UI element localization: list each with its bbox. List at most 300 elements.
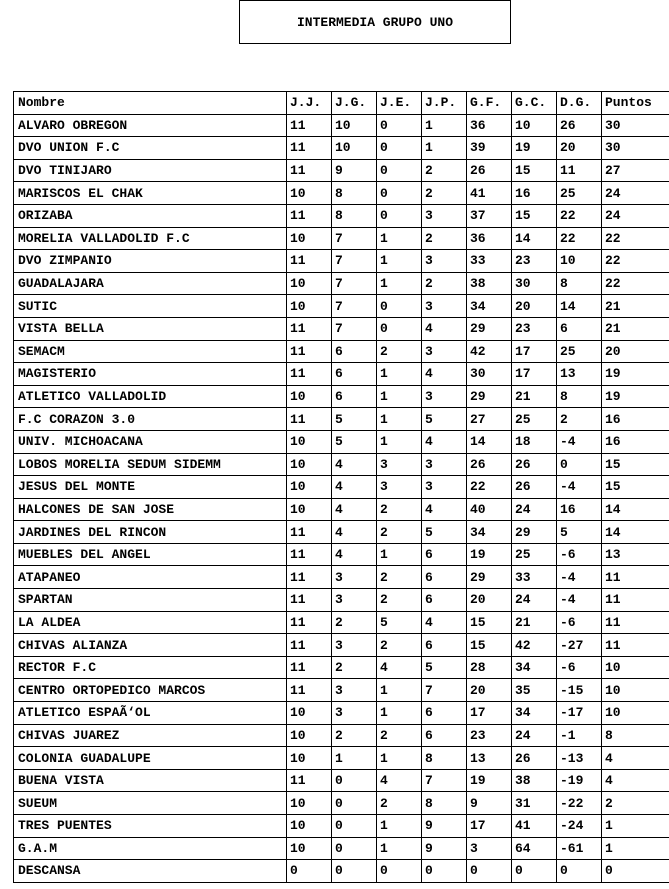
- cell-je: 1: [377, 408, 422, 431]
- cell-jj: 10: [287, 724, 332, 747]
- cell-gf: 17: [467, 702, 512, 725]
- cell-points: 14: [602, 498, 669, 521]
- cell-dg: 25: [557, 340, 602, 363]
- column-header-jj: J.J.: [287, 92, 332, 115]
- cell-jg: 4: [332, 521, 377, 544]
- cell-gc: 18: [512, 430, 557, 453]
- cell-gf: 9: [467, 792, 512, 815]
- cell-dg: 25: [557, 182, 602, 205]
- cell-gf: 38: [467, 272, 512, 295]
- cell-points: 11: [602, 634, 669, 657]
- cell-team-name: DESCANSA: [14, 860, 287, 883]
- cell-gf: 26: [467, 453, 512, 476]
- cell-dg: 0: [557, 860, 602, 883]
- cell-dg: -6: [557, 611, 602, 634]
- table-row: [14, 295, 669, 318]
- cell-points: 22: [602, 250, 669, 273]
- cell-gc: 25: [512, 408, 557, 431]
- cell-gf: 41: [467, 182, 512, 205]
- cell-jp: 3: [422, 295, 467, 318]
- cell-jp: 3: [422, 453, 467, 476]
- cell-jp: 4: [422, 611, 467, 634]
- cell-jg: 5: [332, 430, 377, 453]
- table-row: [14, 747, 669, 770]
- cell-team-name: DVO UNION F.C: [14, 137, 287, 160]
- cell-jp: 5: [422, 656, 467, 679]
- cell-jj: 11: [287, 589, 332, 612]
- column-header-team-name: Nombre: [14, 92, 287, 115]
- cell-jg: 0: [332, 769, 377, 792]
- table-row: [14, 476, 669, 499]
- cell-gc: 26: [512, 747, 557, 770]
- cell-je: 0: [377, 159, 422, 182]
- cell-team-name: SUTIC: [14, 295, 287, 318]
- cell-gc: 23: [512, 250, 557, 273]
- cell-gc: 42: [512, 634, 557, 657]
- cell-jj: 10: [287, 837, 332, 860]
- table-row: [14, 317, 669, 340]
- cell-je: 1: [377, 837, 422, 860]
- cell-gf: 34: [467, 295, 512, 318]
- cell-points: 21: [602, 317, 669, 340]
- cell-jj: 10: [287, 385, 332, 408]
- cell-points: 30: [602, 137, 669, 160]
- cell-je: 0: [377, 204, 422, 227]
- cell-je: 2: [377, 589, 422, 612]
- table-row: [14, 159, 669, 182]
- cell-jg: 7: [332, 272, 377, 295]
- table-row: [14, 543, 669, 566]
- cell-gc: 14: [512, 227, 557, 250]
- cell-jj: 10: [287, 792, 332, 815]
- cell-je: 1: [377, 272, 422, 295]
- cell-je: 1: [377, 227, 422, 250]
- cell-gf: 14: [467, 430, 512, 453]
- cell-gc: 20: [512, 295, 557, 318]
- cell-dg: 5: [557, 521, 602, 544]
- cell-jg: 0: [332, 860, 377, 883]
- table-row: [14, 250, 669, 273]
- cell-je: 2: [377, 792, 422, 815]
- cell-jp: 6: [422, 634, 467, 657]
- cell-gc: 41: [512, 815, 557, 838]
- cell-jp: 1: [422, 114, 467, 137]
- cell-team-name: MUEBLES DEL ANGEL: [14, 543, 287, 566]
- cell-jg: 6: [332, 385, 377, 408]
- cell-dg: 22: [557, 227, 602, 250]
- cell-gf: 36: [467, 227, 512, 250]
- table-row: [14, 792, 669, 815]
- cell-jj: 10: [287, 476, 332, 499]
- cell-jg: 7: [332, 227, 377, 250]
- cell-je: 1: [377, 250, 422, 273]
- cell-je: 0: [377, 182, 422, 205]
- cell-jg: 2: [332, 656, 377, 679]
- cell-jg: 7: [332, 250, 377, 273]
- cell-je: 3: [377, 476, 422, 499]
- column-header-je: J.E.: [377, 92, 422, 115]
- cell-gc: 24: [512, 724, 557, 747]
- table-row: [14, 340, 669, 363]
- cell-jj: 11: [287, 340, 332, 363]
- cell-team-name: ALVARO OBREGON: [14, 114, 287, 137]
- cell-jj: 10: [287, 815, 332, 838]
- cell-je: 0: [377, 114, 422, 137]
- table-row: [14, 656, 669, 679]
- table-row: [14, 702, 669, 725]
- cell-je: 2: [377, 566, 422, 589]
- cell-gc: 26: [512, 453, 557, 476]
- cell-dg: 14: [557, 295, 602, 318]
- cell-dg: -4: [557, 476, 602, 499]
- cell-jg: 8: [332, 182, 377, 205]
- cell-jg: 9: [332, 159, 377, 182]
- cell-jp: 6: [422, 543, 467, 566]
- cell-points: 15: [602, 476, 669, 499]
- cell-jp: 1: [422, 137, 467, 160]
- cell-jg: 3: [332, 702, 377, 725]
- cell-team-name: RECTOR F.C: [14, 656, 287, 679]
- cell-jg: 5: [332, 408, 377, 431]
- cell-je: 0: [377, 137, 422, 160]
- cell-team-name: JARDINES DEL RINCON: [14, 521, 287, 544]
- cell-gf: 17: [467, 815, 512, 838]
- cell-gc: 0: [512, 860, 557, 883]
- table-row: [14, 114, 669, 137]
- cell-points: 30: [602, 114, 669, 137]
- cell-dg: -4: [557, 589, 602, 612]
- cell-dg: 26: [557, 114, 602, 137]
- cell-jj: 10: [287, 430, 332, 453]
- cell-jg: 4: [332, 476, 377, 499]
- column-header-gf: G.F.: [467, 92, 512, 115]
- cell-jg: 3: [332, 679, 377, 702]
- cell-gc: 38: [512, 769, 557, 792]
- table-row: [14, 137, 669, 160]
- cell-team-name: ATAPANEO: [14, 566, 287, 589]
- cell-je: 2: [377, 498, 422, 521]
- table-row: [14, 679, 669, 702]
- cell-jj: 11: [287, 521, 332, 544]
- cell-jp: 3: [422, 250, 467, 273]
- cell-jg: 3: [332, 589, 377, 612]
- cell-jj: 0: [287, 860, 332, 883]
- cell-team-name: LOBOS MORELIA SEDUM SIDEMM: [14, 453, 287, 476]
- cell-team-name: ATLETICO ESPAÃ‘OL: [14, 702, 287, 725]
- cell-gf: 26: [467, 159, 512, 182]
- cell-team-name: MORELIA VALLADOLID F.C: [14, 227, 287, 250]
- cell-gf: 34: [467, 521, 512, 544]
- column-header-jg: J.G.: [332, 92, 377, 115]
- cell-dg: 10: [557, 250, 602, 273]
- cell-points: 19: [602, 385, 669, 408]
- cell-dg: 13: [557, 363, 602, 386]
- cell-dg: -27: [557, 634, 602, 657]
- cell-points: 11: [602, 566, 669, 589]
- cell-jp: 8: [422, 747, 467, 770]
- cell-jg: 0: [332, 792, 377, 815]
- table-row: [14, 385, 669, 408]
- column-header-dg: D.G.: [557, 92, 602, 115]
- cell-je: 0: [377, 860, 422, 883]
- cell-team-name: HALCONES DE SAN JOSE: [14, 498, 287, 521]
- cell-dg: -4: [557, 566, 602, 589]
- cell-jp: 5: [422, 521, 467, 544]
- cell-gf: 33: [467, 250, 512, 273]
- cell-jj: 11: [287, 769, 332, 792]
- cell-points: 21: [602, 295, 669, 318]
- cell-gc: 23: [512, 317, 557, 340]
- cell-gf: 42: [467, 340, 512, 363]
- cell-gf: 19: [467, 769, 512, 792]
- cell-gf: 22: [467, 476, 512, 499]
- cell-dg: 8: [557, 272, 602, 295]
- cell-team-name: VISTA BELLA: [14, 317, 287, 340]
- cell-gf: 40: [467, 498, 512, 521]
- cell-je: 1: [377, 679, 422, 702]
- cell-dg: 6: [557, 317, 602, 340]
- cell-points: 11: [602, 611, 669, 634]
- column-header-jp: J.P.: [422, 92, 467, 115]
- cell-gc: 25: [512, 543, 557, 566]
- cell-points: 16: [602, 430, 669, 453]
- cell-jp: 6: [422, 566, 467, 589]
- cell-jj: 11: [287, 137, 332, 160]
- cell-gc: 21: [512, 385, 557, 408]
- column-header-points: Puntos: [602, 92, 669, 115]
- cell-dg: -6: [557, 543, 602, 566]
- cell-gf: 15: [467, 634, 512, 657]
- cell-gf: 37: [467, 204, 512, 227]
- cell-jj: 11: [287, 250, 332, 273]
- table-row: [14, 521, 669, 544]
- cell-team-name: GUADALAJARA: [14, 272, 287, 295]
- cell-jg: 2: [332, 724, 377, 747]
- cell-jj: 11: [287, 566, 332, 589]
- cell-points: 10: [602, 702, 669, 725]
- cell-jp: 3: [422, 476, 467, 499]
- cell-team-name: TRES PUENTES: [14, 815, 287, 838]
- cell-team-name: CHIVAS ALIANZA: [14, 634, 287, 657]
- cell-je: 1: [377, 702, 422, 725]
- cell-je: 1: [377, 747, 422, 770]
- cell-gf: 27: [467, 408, 512, 431]
- cell-jj: 10: [287, 227, 332, 250]
- cell-team-name: SEMACM: [14, 340, 287, 363]
- cell-jj: 10: [287, 453, 332, 476]
- cell-je: 2: [377, 340, 422, 363]
- cell-dg: -13: [557, 747, 602, 770]
- cell-team-name: MAGISTERIO: [14, 363, 287, 386]
- cell-points: 15: [602, 453, 669, 476]
- cell-jg: 10: [332, 114, 377, 137]
- cell-gf: 20: [467, 589, 512, 612]
- cell-team-name: COLONIA GUADALUPE: [14, 747, 287, 770]
- cell-dg: -6: [557, 656, 602, 679]
- cell-jp: 7: [422, 769, 467, 792]
- cell-points: 24: [602, 182, 669, 205]
- cell-gf: 20: [467, 679, 512, 702]
- cell-je: 3: [377, 453, 422, 476]
- cell-gc: 21: [512, 611, 557, 634]
- cell-jp: 2: [422, 272, 467, 295]
- cell-points: 10: [602, 656, 669, 679]
- cell-points: 0: [602, 860, 669, 883]
- cell-dg: -1: [557, 724, 602, 747]
- cell-gc: 16: [512, 182, 557, 205]
- cell-team-name: DVO TINIJARO: [14, 159, 287, 182]
- cell-points: 19: [602, 363, 669, 386]
- cell-gf: 29: [467, 566, 512, 589]
- cell-gc: 29: [512, 521, 557, 544]
- table-row: [14, 566, 669, 589]
- cell-points: 14: [602, 521, 669, 544]
- cell-gc: 31: [512, 792, 557, 815]
- column-header-gc: G.C.: [512, 92, 557, 115]
- cell-jj: 11: [287, 408, 332, 431]
- cell-dg: -19: [557, 769, 602, 792]
- cell-dg: 16: [557, 498, 602, 521]
- cell-team-name: SUEUM: [14, 792, 287, 815]
- cell-gc: 35: [512, 679, 557, 702]
- cell-jj: 10: [287, 702, 332, 725]
- cell-dg: 2: [557, 408, 602, 431]
- cell-points: 4: [602, 747, 669, 770]
- cell-team-name: CENTRO ORTOPEDICO MARCOS: [14, 679, 287, 702]
- cell-jp: 5: [422, 408, 467, 431]
- cell-jj: 10: [287, 747, 332, 770]
- cell-team-name: BUENA VISTA: [14, 769, 287, 792]
- table-row: [14, 227, 669, 250]
- cell-jj: 11: [287, 679, 332, 702]
- cell-je: 4: [377, 769, 422, 792]
- table-row: [14, 634, 669, 657]
- cell-points: 22: [602, 272, 669, 295]
- cell-jg: 8: [332, 204, 377, 227]
- cell-jj: 11: [287, 159, 332, 182]
- cell-jg: 3: [332, 634, 377, 657]
- cell-je: 2: [377, 634, 422, 657]
- cell-dg: 22: [557, 204, 602, 227]
- cell-jj: 11: [287, 363, 332, 386]
- cell-je: 4: [377, 656, 422, 679]
- cell-points: 22: [602, 227, 669, 250]
- cell-dg: -61: [557, 837, 602, 860]
- cell-je: 1: [377, 385, 422, 408]
- cell-jp: 8: [422, 792, 467, 815]
- table-row: [14, 724, 669, 747]
- cell-jp: 6: [422, 724, 467, 747]
- cell-jj: 10: [287, 498, 332, 521]
- page-title: INTERMEDIA GRUPO UNO: [239, 0, 511, 44]
- cell-gc: 26: [512, 476, 557, 499]
- table-header-row: [14, 92, 669, 115]
- cell-jp: 6: [422, 702, 467, 725]
- cell-jg: 4: [332, 543, 377, 566]
- cell-je: 1: [377, 543, 422, 566]
- cell-gf: 30: [467, 363, 512, 386]
- cell-jp: 3: [422, 340, 467, 363]
- cell-je: 0: [377, 295, 422, 318]
- cell-gc: 17: [512, 363, 557, 386]
- table-row: [14, 769, 669, 792]
- cell-gc: 17: [512, 340, 557, 363]
- cell-gc: 33: [512, 566, 557, 589]
- cell-gc: 10: [512, 114, 557, 137]
- cell-dg: -24: [557, 815, 602, 838]
- cell-gc: 15: [512, 204, 557, 227]
- cell-jg: 1: [332, 747, 377, 770]
- cell-je: 1: [377, 430, 422, 453]
- cell-gf: 15: [467, 611, 512, 634]
- cell-gc: 34: [512, 702, 557, 725]
- cell-gc: 24: [512, 589, 557, 612]
- table-row: [14, 182, 669, 205]
- cell-jj: 11: [287, 204, 332, 227]
- cell-gf: 23: [467, 724, 512, 747]
- cell-points: 4: [602, 769, 669, 792]
- cell-gc: 34: [512, 656, 557, 679]
- table-row: [14, 204, 669, 227]
- cell-dg: -4: [557, 430, 602, 453]
- cell-jj: 11: [287, 634, 332, 657]
- cell-jj: 11: [287, 114, 332, 137]
- cell-team-name: SPARTAN: [14, 589, 287, 612]
- cell-gc: 24: [512, 498, 557, 521]
- table-row: [14, 611, 669, 634]
- cell-dg: -22: [557, 792, 602, 815]
- cell-jg: 6: [332, 340, 377, 363]
- cell-jp: 2: [422, 227, 467, 250]
- cell-points: 10: [602, 679, 669, 702]
- cell-je: 1: [377, 363, 422, 386]
- cell-jp: 2: [422, 182, 467, 205]
- cell-gf: 29: [467, 317, 512, 340]
- cell-gf: 39: [467, 137, 512, 160]
- cell-dg: -15: [557, 679, 602, 702]
- cell-jp: 3: [422, 385, 467, 408]
- cell-gc: 19: [512, 137, 557, 160]
- standings-table: [13, 91, 669, 883]
- cell-gc: 64: [512, 837, 557, 860]
- cell-je: 2: [377, 521, 422, 544]
- cell-team-name: DVO ZIMPANIO: [14, 250, 287, 273]
- cell-jp: 0: [422, 860, 467, 883]
- cell-jg: 4: [332, 498, 377, 521]
- table-row: [14, 498, 669, 521]
- cell-points: 2: [602, 792, 669, 815]
- table-row: [14, 815, 669, 838]
- cell-points: 13: [602, 543, 669, 566]
- cell-gc: 15: [512, 159, 557, 182]
- cell-dg: 11: [557, 159, 602, 182]
- cell-jp: 2: [422, 159, 467, 182]
- cell-jj: 10: [287, 182, 332, 205]
- table-row: [14, 272, 669, 295]
- cell-points: 27: [602, 159, 669, 182]
- cell-jp: 7: [422, 679, 467, 702]
- cell-gc: 30: [512, 272, 557, 295]
- cell-points: 20: [602, 340, 669, 363]
- cell-jj: 11: [287, 611, 332, 634]
- cell-jg: 7: [332, 317, 377, 340]
- cell-points: 16: [602, 408, 669, 431]
- cell-jg: 7: [332, 295, 377, 318]
- cell-jg: 0: [332, 837, 377, 860]
- cell-points: 1: [602, 815, 669, 838]
- cell-je: 5: [377, 611, 422, 634]
- cell-gf: 19: [467, 543, 512, 566]
